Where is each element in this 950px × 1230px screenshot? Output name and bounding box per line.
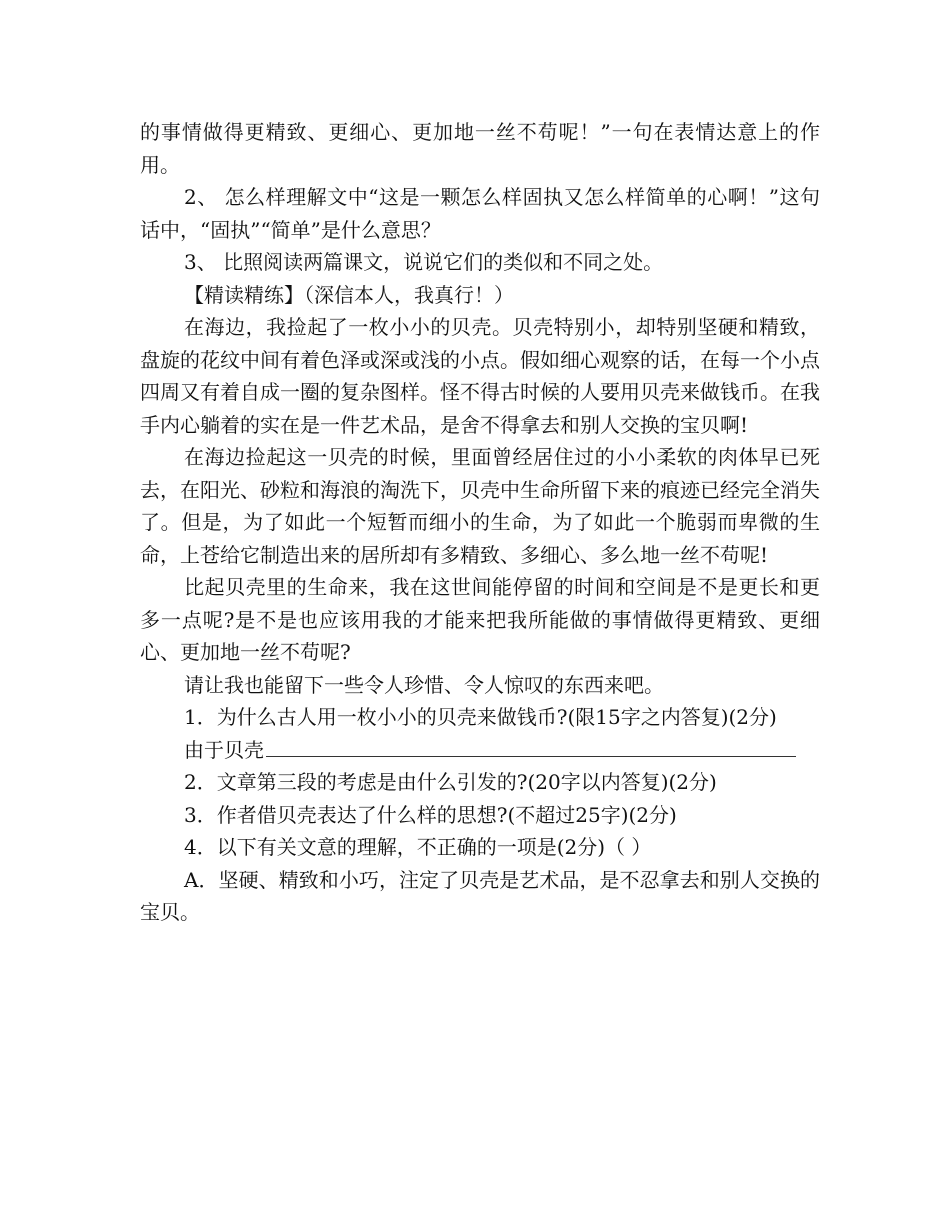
exercise-question-1: 1．为什么古人用一枚小小的贝壳来做钱币?(限15字之内答复)(2分) — [184, 705, 777, 729]
exercise-question-2: 2．文章第三段的考虑是由什么引发的?(20字以内答复)(2分) — [184, 770, 717, 794]
exercise-question-4: 4．以下有关文意的理解，不正确的一项是(2分)（ ） — [184, 835, 652, 859]
answer-prefix: 由于贝壳 — [184, 737, 264, 762]
exercise-question-3: 3．作者借贝壳表达了什么样的思想?(不超过25字)(2分) — [184, 802, 677, 827]
paragraph-continuation: 的事情做得更精致、更细心、更加地一丝不苟呢！”一句在表情达意上的作用。 — [140, 120, 820, 177]
answer-blank[interactable] — [266, 734, 796, 757]
section-heading: 【精读精练】（深信本人，我真行！） — [184, 282, 514, 307]
answer-line — [140, 734, 820, 767]
document-page — [140, 116, 820, 929]
passage-paragraph-3: 比起贝壳里的生命来，我在这世间能停留的时间和空间是不是更长和更多一点呢?是不是也应该用我的才能来把我所能做的事情做得更精致、更细心、更加地一丝不苟呢? — [140, 575, 820, 664]
passage-paragraph-2: 在海边捡起这一贝壳的时候，里面曾经居住过的小小柔软的肉体早已死去，在阳光、砂粒和海浪的淘洗下，贝壳中生命所留下来的痕迹已经完全消失了。但是，为了如此一个短暂而细小的生命，为了如此一个脆弱而卑微的生命，上苍给它制造出来的居所却有多精致、多细心、多么地一丝不苟呢! — [140, 445, 820, 567]
question-2: 2、 怎么样理解文中“这是一颗怎么样固执又怎么样简单的心啊！”这句话中，“固执”“简单”是什么意思？ — [140, 185, 820, 242]
question-3: 3、 比照阅读两篇课文，说说它们的类似和不同之处。 — [184, 250, 664, 274]
option-a: A．坚硬、精致和小巧，注定了贝壳是艺术品，是不忍拿去和别人交换的宝贝。 — [140, 867, 820, 924]
passage-paragraph-1: 在海边，我捡起了一枚小小的贝壳。贝壳特别小，却特别坚硬和精致，盘旋的花纹中间有着色泽或深或浅的小点。假如细心观察的话，在每一个小点四周又有着自成一圈的复杂图样。怪不得古时候的人要用贝壳来做钱币。在我手内心躺着的实在是一件艺术品，是舍不得拿去和别人交换的宝贝啊! — [140, 315, 820, 437]
passage-paragraph-4: 请让我也能留下一些令人珍惜、令人惊叹的东西来吧。 — [184, 672, 664, 697]
